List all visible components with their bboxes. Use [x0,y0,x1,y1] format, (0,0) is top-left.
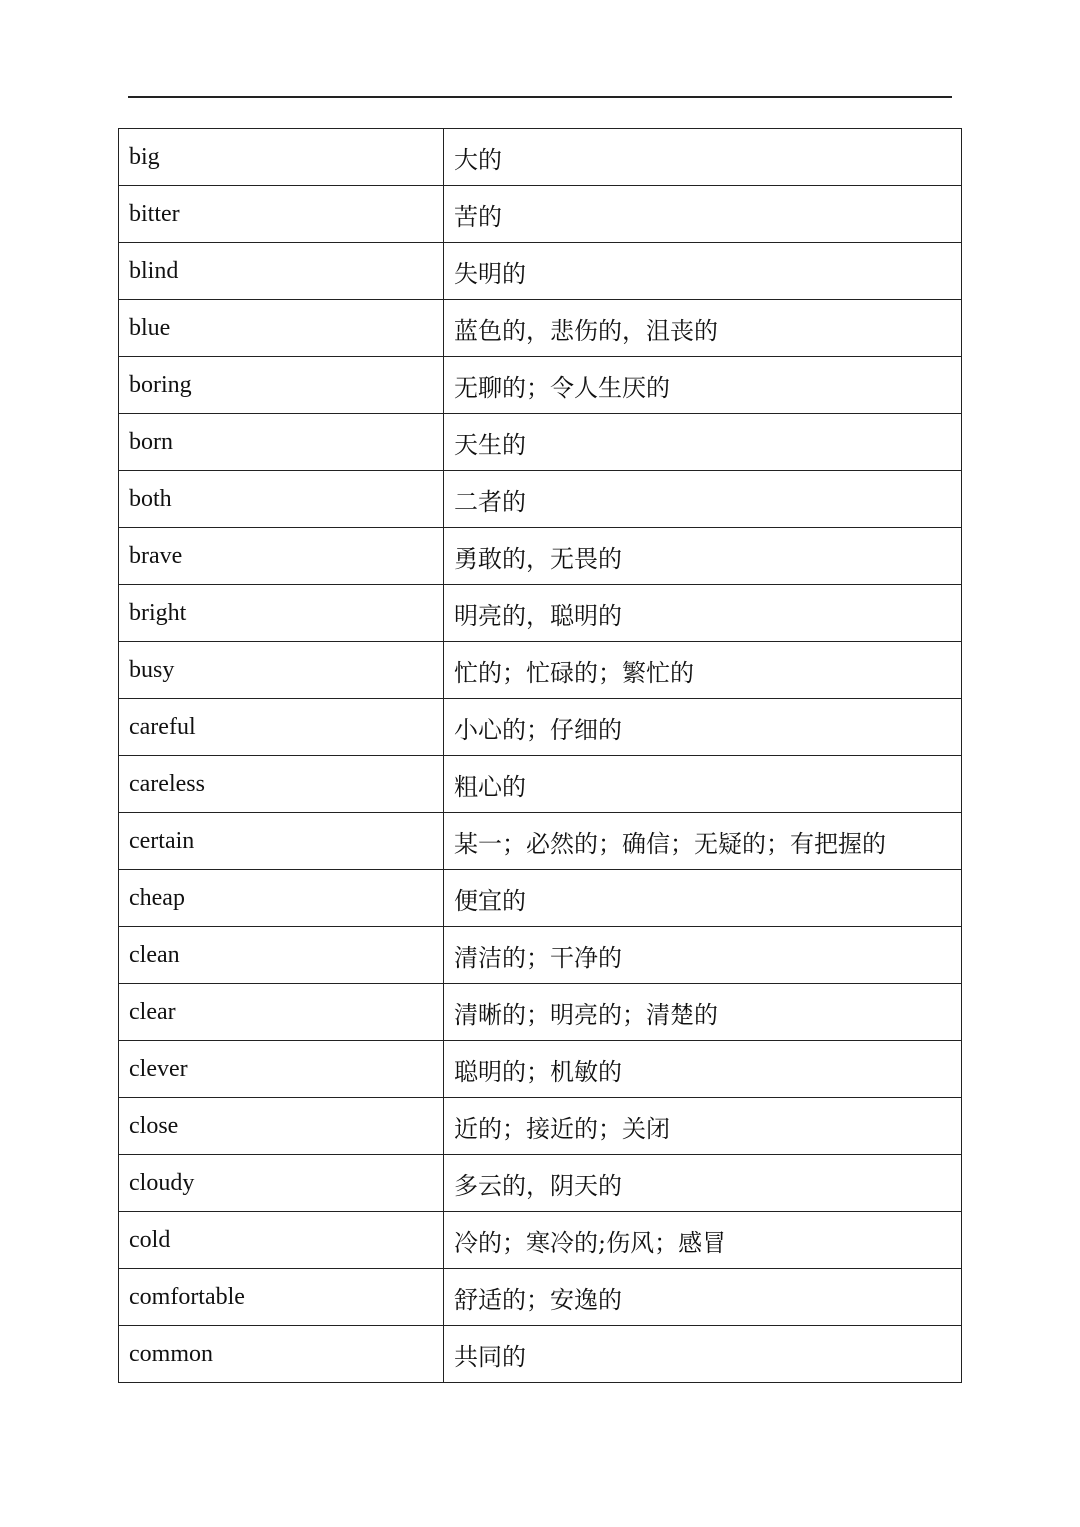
word-cell: big [119,129,444,186]
word-cell: born [119,414,444,471]
word-cell: brave [119,528,444,585]
word-cell: clear [119,984,444,1041]
meaning-cell: 清洁的；干净的 [444,927,962,984]
word-cell: busy [119,642,444,699]
meaning-cell: 天生的 [444,414,962,471]
table-row [119,300,962,357]
word-cell: clever [119,1041,444,1098]
table-row [119,927,962,984]
meaning-cell: 勇敢的，无畏的 [444,528,962,585]
word-cell: blind [119,243,444,300]
meaning-cell: 舒适的；安逸的 [444,1269,962,1326]
word-cell: close [119,1098,444,1155]
word-cell: boring [119,357,444,414]
table-row [119,642,962,699]
meaning-cell: 便宜的 [444,870,962,927]
meaning-cell: 明亮的，聪明的 [444,585,962,642]
table-row [119,528,962,585]
table-row [119,471,962,528]
meaning-cell: 大的 [444,129,962,186]
word-cell: bright [119,585,444,642]
vocabulary-table [118,128,962,1383]
table-row [119,1041,962,1098]
table-row [119,186,962,243]
table-row [119,699,962,756]
header-rule [128,96,952,98]
meaning-cell: 清晰的；明亮的；清楚的 [444,984,962,1041]
word-cell: cold [119,1212,444,1269]
word-cell: comfortable [119,1269,444,1326]
word-cell: careful [119,699,444,756]
table-row [119,1098,962,1155]
table-row [119,243,962,300]
meaning-cell: 粗心的 [444,756,962,813]
table-row [119,129,962,186]
meaning-cell: 近的；接近的；关闭 [444,1098,962,1155]
table-row [119,870,962,927]
word-cell: bitter [119,186,444,243]
table-row [119,414,962,471]
meaning-cell: 小心的；仔细的 [444,699,962,756]
meaning-cell: 共同的 [444,1326,962,1383]
word-cell: cloudy [119,1155,444,1212]
word-cell: blue [119,300,444,357]
meaning-cell: 失明的 [444,243,962,300]
meaning-cell: 蓝色的，悲伤的，沮丧的 [444,300,962,357]
table-row [119,1269,962,1326]
meaning-cell: 无聊的；令人生厌的 [444,357,962,414]
meaning-cell: 二者的 [444,471,962,528]
table-row [119,813,962,870]
table-row [119,984,962,1041]
word-cell: common [119,1326,444,1383]
word-cell: both [119,471,444,528]
word-cell: careless [119,756,444,813]
word-cell: clean [119,927,444,984]
table-row [119,1326,962,1383]
meaning-cell: 苦的 [444,186,962,243]
table-row [119,1212,962,1269]
meaning-cell: 冷的；寒冷的;伤风；感冒 [444,1212,962,1269]
table-row [119,1155,962,1212]
word-cell: certain [119,813,444,870]
meaning-cell: 多云的，阴天的 [444,1155,962,1212]
table-row [119,756,962,813]
word-cell: cheap [119,870,444,927]
meaning-cell: 聪明的；机敏的 [444,1041,962,1098]
meaning-cell: 忙的；忙碌的；繁忙的 [444,642,962,699]
table-row [119,357,962,414]
table-row [119,585,962,642]
meaning-cell: 某一；必然的；确信；无疑的；有把握的 [444,813,962,870]
